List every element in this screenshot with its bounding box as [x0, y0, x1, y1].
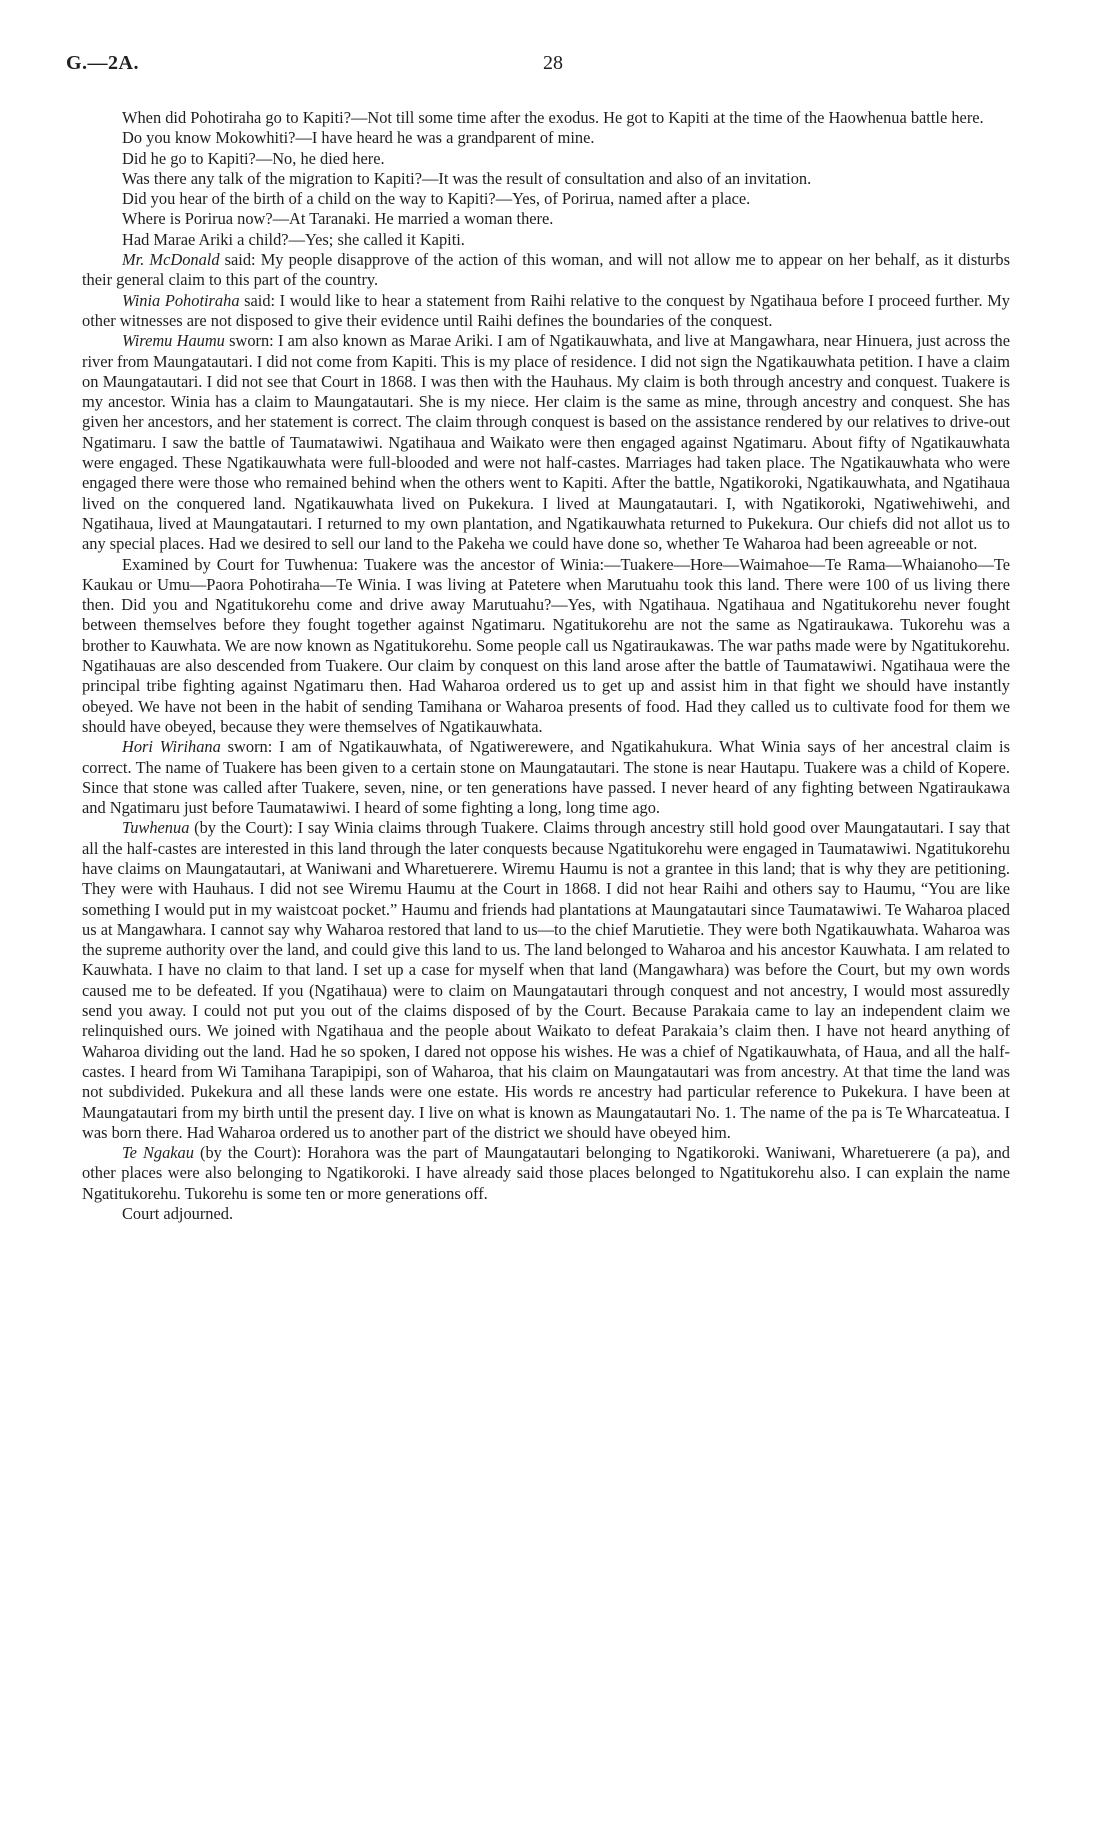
paragraph	[82, 250, 1010, 291]
paragraph	[82, 1204, 1010, 1224]
speaker-name: Winia Pohotiraha	[122, 290, 240, 310]
paragraph-text: (by the Court): Horahora was the part of Maungatautari belonging to Ngatikoroki. Waniwani, Wharetuerere (a pa), and other places were also belonging to Ngatikoroki. I have already said those places belonged to Ngatitukorehu also. I can explain the name Ngatitukorehu. Tukorehu is some ten or more generations off.	[82, 1143, 1010, 1203]
speaker-name: Tuwhenua	[122, 818, 190, 838]
document-body	[82, 108, 1010, 1224]
paragraph	[82, 149, 1010, 169]
paragraph-text: Where is Porirua now?—At Taranaki. He married a woman there.	[122, 209, 554, 229]
paragraph-text: When did Pohotiraha go to Kapiti?—Not till some time after the exodus. He got to Kapiti at the time of the Haowhenua battle here.	[122, 108, 984, 127]
paragraph-text: Do you know Mokowhiti?—I have heard he was a grandparent of mine.	[122, 128, 595, 148]
speaker-name: Hori Wirihana	[122, 737, 221, 757]
speaker-name: Te Ngakau	[122, 1143, 194, 1163]
paragraph-text: Examined by Court for Tuwhenua: Tuakere was the ancestor of Winia:—Tuakere—Hore—Waimahoe—Te Rama—Whaianoho—Te Kaukau or Umu—Paora Pohotiraha—Te Winia. I was living at Patetere when Marutuahu took this land. There were 100 of us living there then. Did you and Ngatitukorehu come and drive away Marutuahu?—Yes, with Ngatihaua. Ngatihaua and Ngatitukorehu never fought between themselves before they fought together against Ngatimaru. Ngatitukorehu are not the same as Ngatiraukawa. Tukorehu was a brother to Kauwhata. We are now known as Ngatitukorehu. Some people call us Ngatiraukawas. The war paths made were by Ngatitukorehu. Ngatihauas are also descended from Tuakere. Our claim by conquest on this land arose after the battle of Taumatawiwi. Ngatihaua were the principal tribe fighting against Ngatimaru then. Had Waharoa ordered us to get up and assist him in that fight we should have instantly obeyed. We have not been in the habit of sending Tamihana or Waharoa presents of food. Had they called us to cultivate food for them we should have obeyed, because they were themselves of Ngatikauwhata.	[82, 554, 1010, 736]
paragraph	[82, 169, 1010, 189]
paragraph-text: Was there any talk of the migration to Kapiti?—It was the result of consultation and also of an invitation.	[122, 168, 812, 188]
paragraph	[82, 331, 1010, 554]
paragraph-text: Had Marae Ariki a child?—Yes; she called it Kapiti.	[122, 229, 465, 249]
paragraph-text: Did he go to Kapiti?—No, he died here.	[122, 148, 385, 168]
paragraph	[82, 128, 1010, 148]
paragraph	[82, 230, 1010, 250]
paragraph-text: said: I would like to hear a statement from Raihi relative to the conquest by Ngatihaua before I proceed further. My other witnesses are not disposed to give their evidence until Raihi defines the boundaries of the conquest.	[82, 290, 1011, 330]
paragraph	[82, 108, 1010, 128]
paragraph-text: Did you hear of the birth of a child on the way to Kapiti?—Yes, of Porirua, named after a place.	[122, 189, 751, 209]
page-header	[66, 52, 1040, 80]
paragraph	[82, 291, 1010, 332]
paragraph	[82, 555, 1010, 738]
speaker-name: Mr. McDonald	[122, 250, 220, 270]
paragraph-text: sworn: I am of Ngatikauwhata, of Ngatiwerewere, and Ngatikahukura. What Winia says of her ancestral claim is correct. The name of Tuakere has been given to a certain stone on Maungatautari. The stone is near Hautapu. Tuakere was a child of Kopere. Since that stone was called after Tuakere, seven, nine, or ten generations have passed. I never heard of any fighting between Ngatiraukawa and Ngatimaru just before Taumatawiwi. I heard of some fighting a long, long time ago.	[82, 737, 1010, 818]
paragraph	[82, 737, 1010, 818]
paragraph-text: sworn: I am also known as Marae Ariki. I am of Ngatikauwhata, and live at Mangawhara, near Hinuera, just across the river from Maungatautari. I did not come from Kapiti. This is my place of residence. I did not sign the Ngatikauwhata petition. I have a claim on Maungatautari. I did not see that Court in 1868. I was then with the Hauhaus. My claim is both through ancestry and conquest. Tuakere is my ancestor. Winia has a claim to Maungatautari. She is my niece. Her claim is the same as mine, through ancestry and conquest. She has given her ancestors, and her statement is correct. The claim through conquest is based on the assistance rendered by our relatives to drive-out Ngatimaru. I saw the battle of Taumatawiwi. Ngatihaua and Waikato were then engaged against Ngatimaru. About fifty of Ngatikauwhata were engaged. These Ngatikauwhata were full-blooded and were not half-castes. Marriages had taken place. The Ngatikauwhata who were engaged there were those who remained behind when the others went to Kapiti. After the battle, Ngatikoroki, Ngatikauwhata, and Ngatihaua lived on the conquered land. Ngatikauwhata lived on Pukekura. I lived at Maungatautari. I, with Ngatikoroki, Ngatiwehiwehi, and Ngatihaua, lived at Maungatautari. I returned to my own plantation, and Ngatikauwhata returned to Pukekura. Our chiefs did not allot us to any special places. Had we desired to sell our land to the Pakeha we could have done so, whether Te Waharoa had been agreeable or not.	[82, 331, 1010, 554]
paragraph	[82, 189, 1010, 209]
paragraph-text: said: My people disapprove of the action of this woman, and will not allow me to appear on her behalf, as it disturbs their general claim to this part of the country.	[82, 250, 1010, 290]
page-number: 28	[543, 52, 563, 74]
paragraph	[82, 209, 1010, 229]
paragraph-text: Court adjourned.	[122, 1204, 234, 1224]
paragraph	[82, 1143, 1010, 1204]
paragraph	[82, 818, 1010, 1143]
speaker-name: Wiremu Haumu	[122, 331, 225, 351]
paragraph-text: (by the Court): I say Winia claims through Tuakere. Claims through ancestry still hold good over Maungatautari. I say that all the half-castes are interested in this land through the later conquests because Ngatitukorehu were engaged in Taumatawiwi. Ngatitukorehu have claims on Maungatautari, at Waniwani and Wharetuerere. Wiremu Haumu is not a grantee in this land; that is why they are petitioning. They were with Hauhaus. I did not see Wiremu Haumu at the Court in 1868. I did not hear Raihi and others say to Haumu, “You are like something I would put in my waistcoat pocket.” Haumu and friends had plantations at Maungatautari since Taumatawiwi. Te Waharoa placed us at Mangawhara. I cannot say why Waharoa restored that land to us—to the chief Marutietie. They were both Ngatikauwhata. Waharoa was the supreme authority over the land, and could give this land to us. The land belonged to Waharoa and his ancestor Kauwhata. I am related to Kauwhata. I have no claim to that land. I set up a case for myself when that land (Mangawhara) was before the Court, but my own words caused me to be defeated. If you (Ngatihaua) were to claim on Maungatautari through conquest and not ancestry, I would most assuredly send you away. I could not put you out of the claims disposed of by the Court. Because Parakaia came to lay an independent claim we relinquished ours. We joined with Ngatihaua and the people about Waikato to defeat Parakaia’s claim then. I have not heard anything of Waharoa dividing out the land. Had he so spoken, I dared not oppose his wishes. He was a chief of Ngatikauwhata, of Haua, and all the half-castes. I heard from Wi Tamihana Tarapipipi, son of Waharoa, that his claim on Maungatautari was from ancestry. At that time the land was not subdivided. Pukekura and all these lands were one estate. His words re ancestry had particular reference to Pukekura. I have been at Maungatautari from my birth until the present day. I live on what is known as Maungatautari No. 1. The name of the pa is Te Wharcateatua. I was born there. Had Waharoa ordered us to another part of the district we should have obeyed him.	[82, 818, 1010, 1142]
document-reference: G.—2A.	[66, 52, 139, 74]
